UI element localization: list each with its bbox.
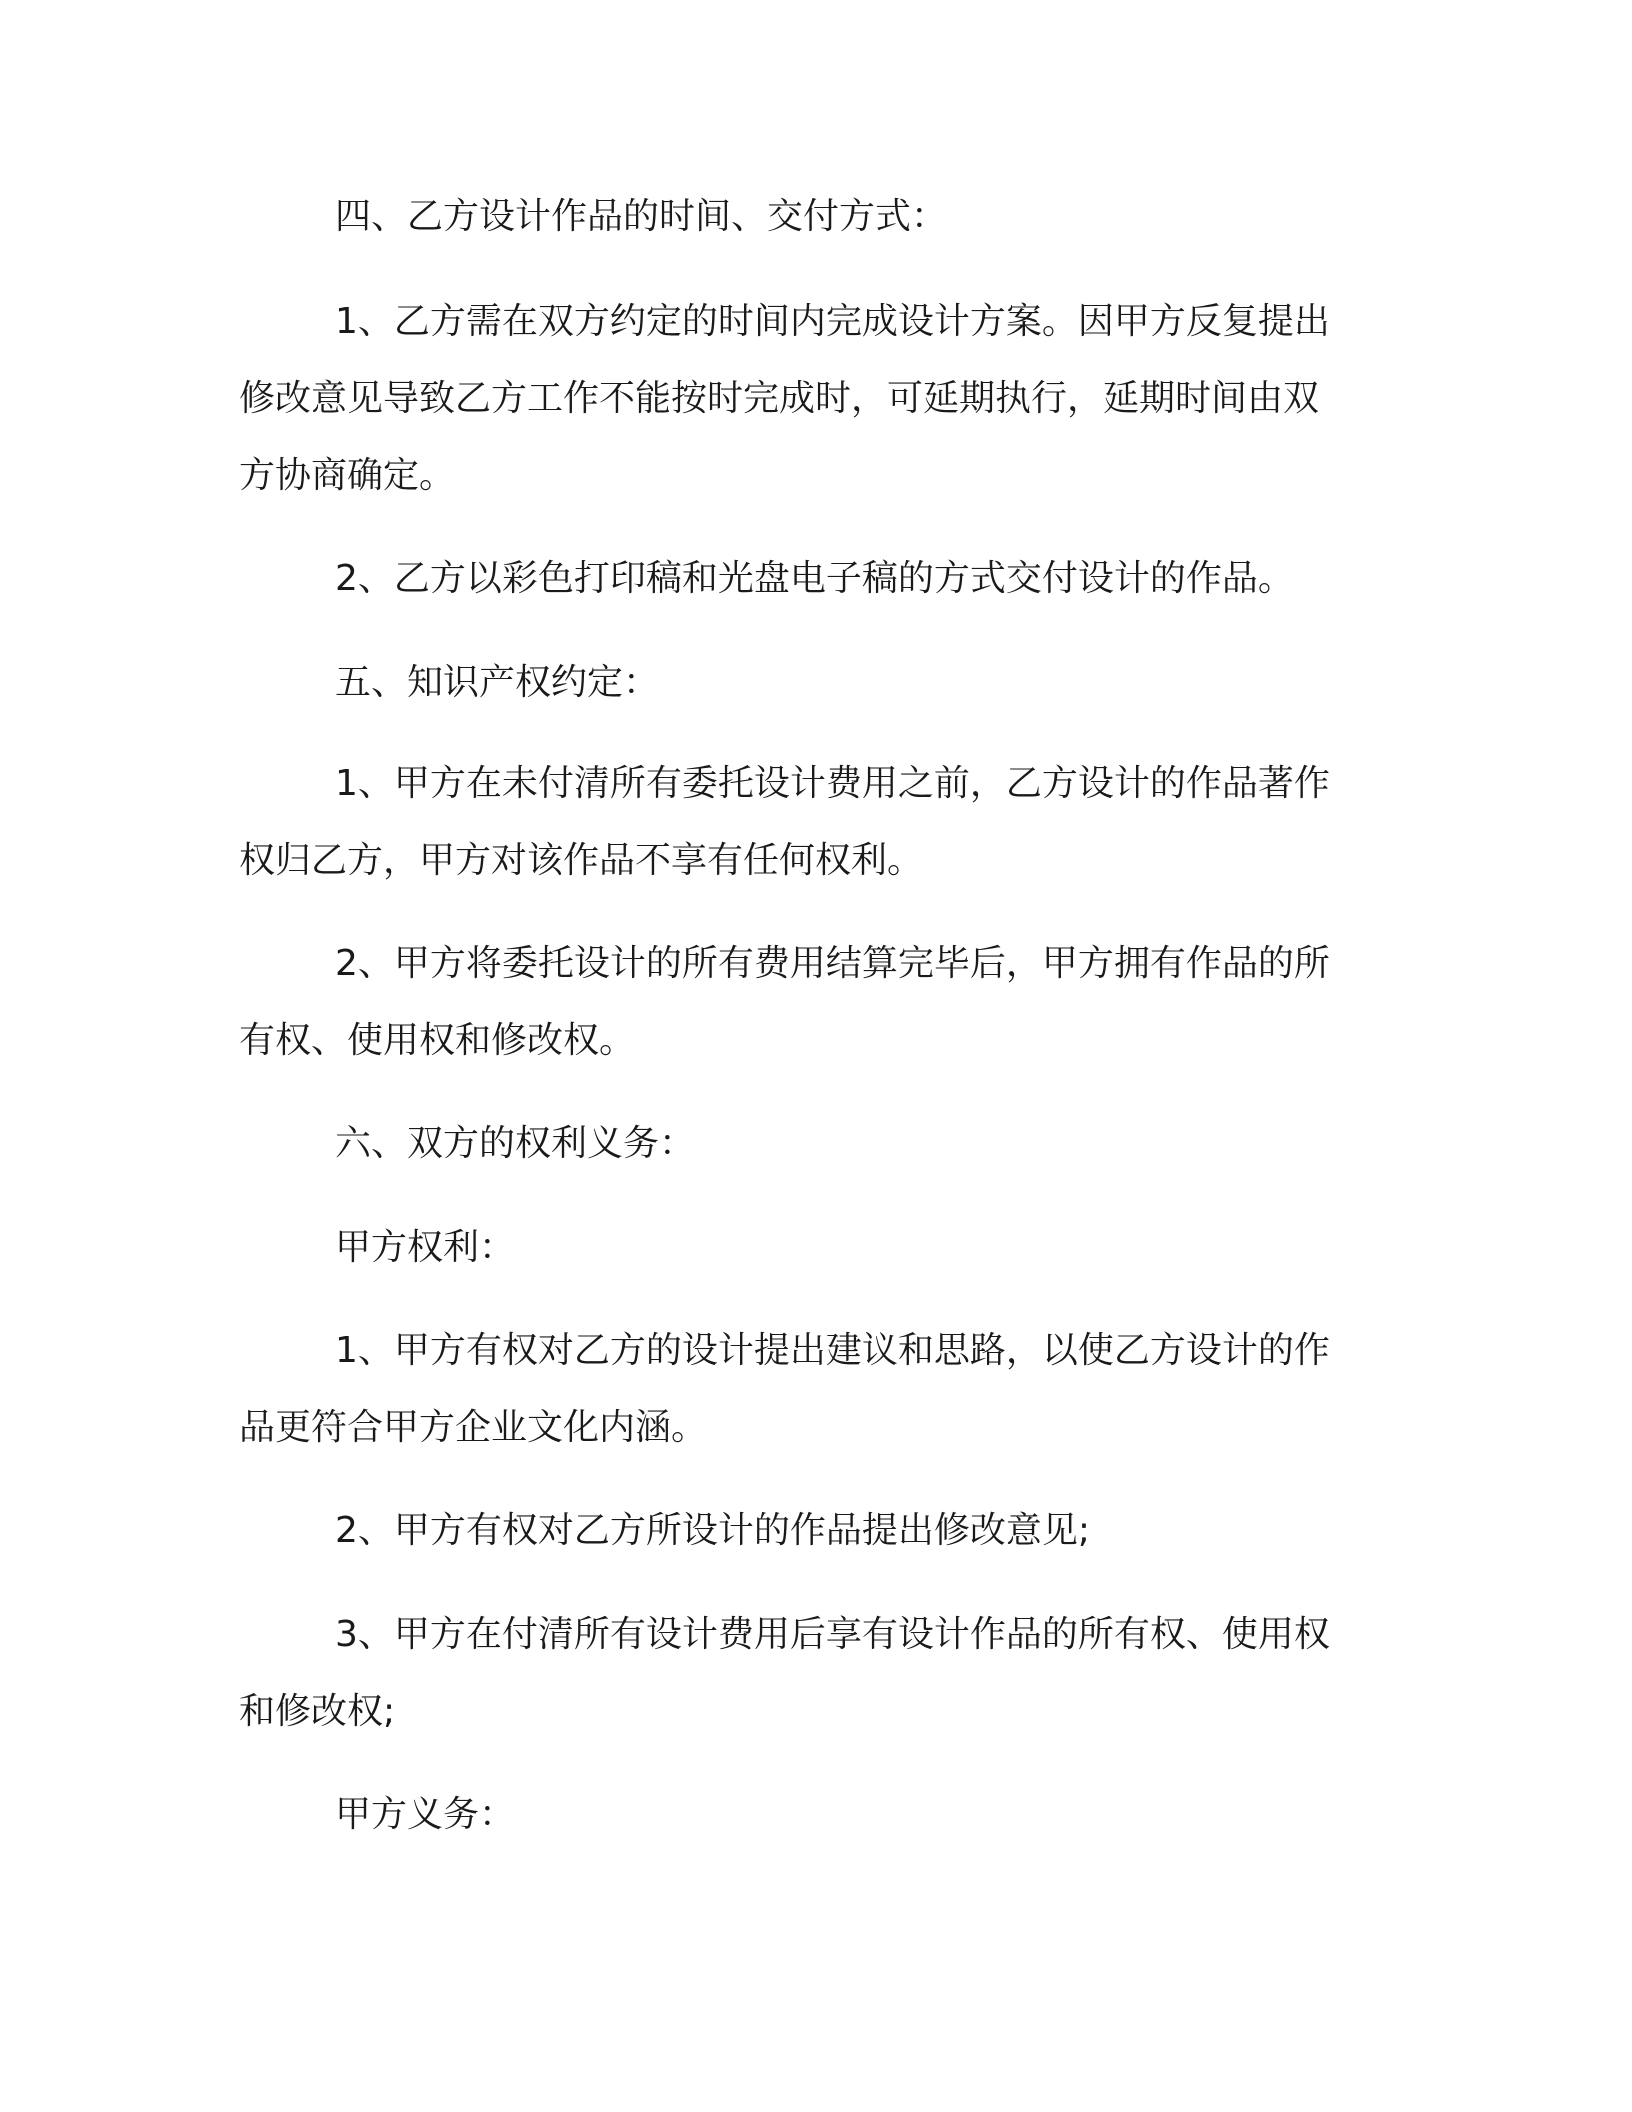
paragraph-5-2	[239, 925, 1361, 1079]
paragraph-rights-1	[239, 1312, 1361, 1466]
text-line: 修改意见导致乙方工作不能按时完成时，可延期执行，延期时间由双	[239, 378, 1320, 419]
text-line: 四、乙方设计作品的时间、交付方式：	[335, 196, 948, 237]
text-line: 五、知识产权约定：	[335, 662, 660, 703]
text-line: 品更符合甲方企业文化内涵。	[239, 1407, 708, 1448]
text-line: 甲方义务：	[335, 1794, 516, 1835]
text-line: 1、甲方在未付清所有委托设计费用之前，乙方设计的作品著作	[335, 763, 1330, 804]
text-line: 2、甲方有权对乙方所设计的作品提出修改意见;	[335, 1510, 1091, 1551]
heading-section-6	[239, 1105, 1361, 1182]
paragraph-4-1	[239, 283, 1361, 514]
paragraph-4-2	[239, 540, 1361, 617]
text-line: 六、双方的权利义务：	[335, 1123, 696, 1164]
text-line: 1、乙方需在双方约定的时间内完成设计方案。因甲方反复提出	[335, 301, 1330, 342]
heading-party-a-obligations	[239, 1776, 1361, 1853]
paragraph-rights-2	[239, 1492, 1361, 1569]
heading-party-a-rights	[239, 1209, 1361, 1286]
text-line: 2、乙方以彩色打印稿和光盘电子稿的方式交付设计的作品。	[335, 558, 1294, 599]
heading-section-5	[239, 644, 1361, 721]
paragraph-rights-3	[239, 1596, 1361, 1750]
text-line: 2、甲方将委托设计的所有费用结算完毕后，甲方拥有作品的所	[335, 943, 1330, 984]
paragraph-5-1	[239, 745, 1361, 899]
text-line: 方协商确定。	[239, 455, 456, 496]
text-line: 和修改权;	[239, 1691, 396, 1732]
text-line: 权归乙方，甲方对该作品不享有任何权利。	[239, 840, 924, 881]
heading-section-4	[239, 178, 1361, 255]
text-line: 甲方权利：	[335, 1227, 516, 1268]
text-line: 1、甲方有权对乙方的设计提出建议和思路，以使乙方设计的作	[335, 1330, 1330, 1371]
text-line: 3、甲方在付清所有设计费用后享有设计作品的所有权、使用权	[335, 1614, 1330, 1655]
text-line: 有权、使用权和修改权。	[239, 1020, 636, 1061]
